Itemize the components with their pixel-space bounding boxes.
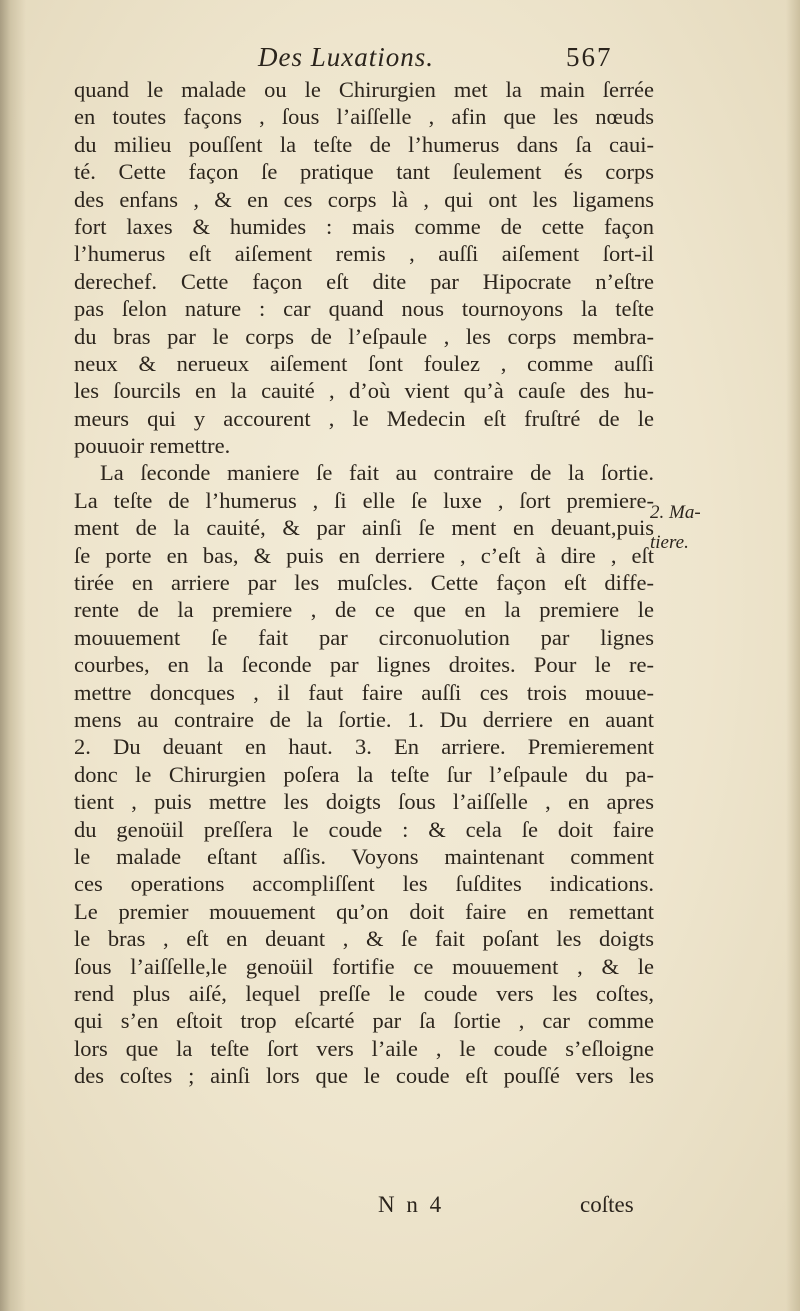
page-footer [0,1192,800,1226]
text-line: fort laxes & humides : mais comme de cette façon [74,213,654,239]
text-line: courbes, en la ſeconde par lignes droites. Pour le re- [74,652,654,678]
text-line: des enfans , & en ces corps là , qui ont les ligamens [74,186,654,212]
text-line: en toutes façons , ſous l’aiſſelle , afin que les nœuds [74,104,654,130]
text-line: ces operations accompliſſent les ſuſdites indications. [74,871,654,897]
text-line: ment de la cauité, & par ainſi ſe ment en deuant,puis [74,515,654,541]
text-line: le bras , eſt en deuant , & ſe fait poſant les doigts [74,926,654,952]
running-title: Des Luxations. [258,42,434,72]
body-text [74,76,654,1089]
text-line: pas ſelon nature : car quand nous tournoyons la teſte [74,296,654,322]
text-line: des coſtes ; ainſi lors que le coude eſt pouſſé vers les [74,1063,654,1089]
text-line: du genoüil preſſera le coude : & cela ſe doit faire [74,816,654,842]
margin-note-line: tiere. [650,532,689,553]
text-line: ſe porte en bas, & puis en derriere , c’eſt à dire , eſt [74,542,654,568]
text-line: rente de la premiere , de ce que en la premiere le [74,597,654,623]
signature-mark: N n 4 [378,1192,445,1217]
text-line: rend plus aiſé, lequel preſſe le coude vers les coſtes, [74,980,654,1006]
text-line: Le premier mouuement qu’on doit faire en remettant [74,898,654,924]
text-line: tirée en arriere par les muſcles. Cette façon eſt diffe- [74,570,654,596]
text-line: mens au contraire de la ſortie. 1. Du derriere en auant [74,706,654,732]
page-number: 567 [566,42,613,72]
text-line: meurs qui y accourent , le Medecin eſt fruſtré de le [74,405,654,431]
text-line: La ſeconde maniere ſe fait au contraire de la ſortie. [100,460,654,486]
text-line: lors que la teſte ſort vers l’aile , le coude s’eſloigne [74,1035,654,1061]
text-line: du milieu pouſſent la teſte de l’humerus dans ſa caui- [74,131,654,157]
text-line: quand le malade ou le Chirurgien met la main ſerrée [74,77,654,102]
text-line: derechef. Cette façon eſt dite par Hipocrate n’eſtre [74,268,654,294]
text-line: neux & nerueux aiſement ſont foulez , comme auſſi [74,350,654,376]
text-line: té. Cette façon ſe pratique tant ſeulement és corps [74,159,654,185]
margin-note-line: 2. Ma- [650,502,701,523]
text-line: les ſourcils en la cauité , d’où vient qu’à cauſe des hu- [74,378,654,404]
text-line: pouuoir remettre. [74,433,231,459]
text-line: ſous l’aiſſelle,le genoüil fortifie ce mouuement , & le [74,953,654,979]
text-line: La teſte de l’humerus , ſi elle ſe luxe , ſort premiere- [74,487,654,513]
margin-note [650,498,760,558]
text-line: qui s’en eſtoit trop eſcarté par ſa ſortie , car comme [74,1008,654,1034]
text-line: donc le Chirurgien poſera la teſte ſur l’eſpaule du pa- [74,761,654,787]
text-line: mettre doncques , il faut faire auſſi ces trois mouue- [74,679,654,705]
text-line: 2. Du deuant en haut. 3. En arriere. Premierement [74,734,654,760]
text-line: le malade eſtant aſſis. Voyons maintenant comment [74,843,654,869]
catchword: coſtes [580,1192,634,1217]
text-line: mouuement ſe fait par circonuolution par lignes [74,624,654,650]
text-line: l’humerus eſt aiſement remis , auſſi aiſement ſort-il [74,241,654,267]
gutter-shadow [0,0,26,1311]
text-line: du bras par le corps de l’eſpaule , les corps membra- [74,323,654,349]
page-edge [786,0,800,1311]
text-line: tient , puis mettre les doigts ſous l’aiſſelle , en apres [74,789,654,815]
